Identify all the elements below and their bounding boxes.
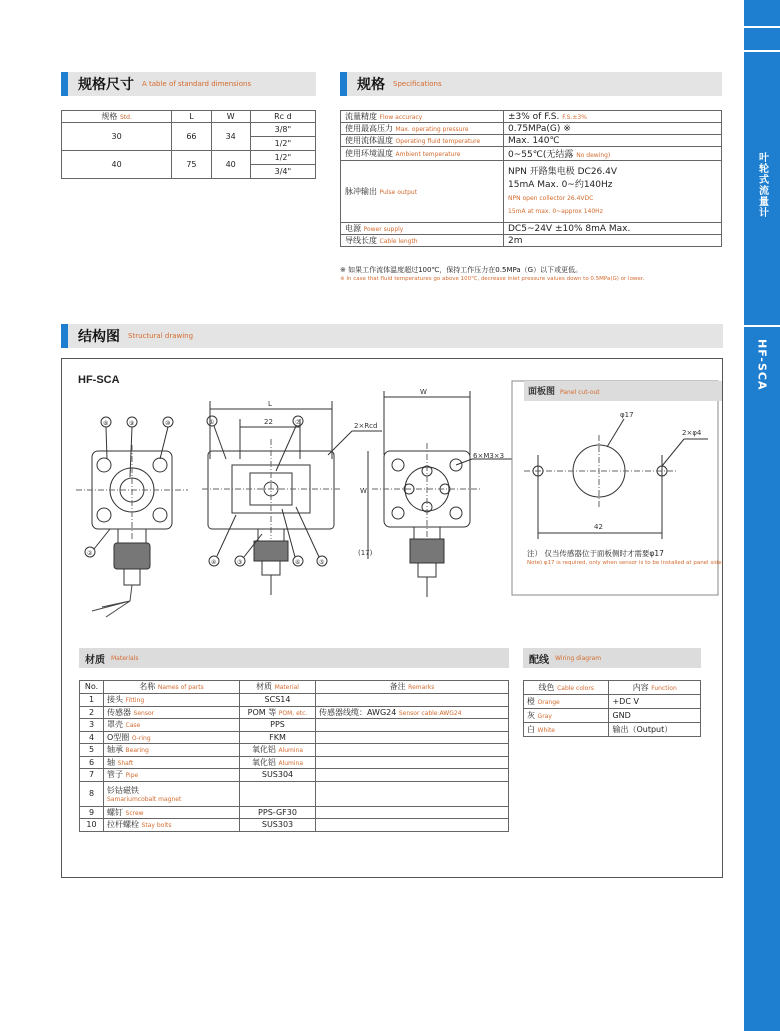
spec-note-en: ※ In case that fluid temperatures go above 100℃, decrease inlet pressure values down to 0.5MPa(G) or lower. [340,276,645,282]
table-row [80,719,509,732]
table-row [524,723,701,737]
sensor-nut [254,541,288,561]
struct-title-en: Structural drawing [128,332,194,340]
section-marker [340,72,347,96]
panel-title: 面板图 [528,387,556,397]
dims-title: 规格尺寸 [78,77,134,93]
table-row [62,123,316,137]
part-material: PPS [240,719,316,732]
callout-5: ⑤ [319,559,325,566]
table-row [341,235,722,247]
wire-function: +DC V [609,695,701,709]
part-remarks [316,694,509,707]
table-row [341,147,722,161]
dim-W: W [420,388,427,396]
table-row [80,706,509,719]
materials-title-en: Materials [111,654,139,662]
spec-title-en: Specifications [393,80,442,88]
table-row [341,123,722,135]
pulse-line: 15mA at max. 0~approx 140Hz [508,207,603,215]
table-row [524,695,701,709]
table-row [80,744,509,757]
part-remarks [316,731,509,744]
dims-section-header [61,72,316,96]
part-no: 10 [80,819,104,832]
callout-3: ③ [237,559,243,566]
table-row [80,806,509,819]
struct-title: 结构图 [78,329,120,345]
part-material: PPS-GF30 [240,806,316,819]
part-material: SCS14 [240,694,316,707]
w-value: 34 [211,123,250,151]
rc-value: 3/4" [250,165,315,179]
bolt-hole [153,458,167,472]
spec-label: 导线长度 Cable length [341,235,504,247]
pulse-line: NPN open collector 26.4VDC [508,194,594,202]
dim-2xRcd: 2×Rcd [354,422,378,430]
side-model-label: HF-SCA [755,339,769,391]
col-rc: Rc d [250,111,315,123]
spec-label: 流量精度 Flow accuracy [341,111,504,123]
part-name: 轴承 Bearing [104,744,240,757]
part-no: 5 [80,744,104,757]
wire-function: GND [609,709,701,723]
table-row [524,709,701,723]
part-remarks [316,719,509,732]
wire-color: 橙 Orange [524,695,609,709]
col-std: 规格 Std. [62,111,172,123]
part-no: 9 [80,806,104,819]
w-value: 40 [211,151,250,179]
part-name: 轴 Shaft [104,756,240,769]
table-row [62,151,316,165]
structural-drawing [62,359,722,677]
part-name: 罩壳 Case [104,719,240,732]
spec-note: ※ 如果工作流体温度超过100℃，保持工作压力在0.5MPa（G）以下或更低。 [340,266,583,274]
table-row [80,769,509,782]
part-name: 钐钴磁铁 Samariumcobalt magnet [104,781,240,806]
l-value: 75 [172,151,211,179]
callout-1: ① [209,419,215,426]
panel-holes: 2×φ4 [682,429,702,437]
part-no: 7 [80,769,104,782]
table-row [341,223,722,235]
table-row [80,731,509,744]
spec-value [504,161,722,223]
part-remarks [316,806,509,819]
side-category-label: 叶轮式流量计 [756,152,768,218]
callout-8: ⑧ [103,420,109,427]
part-remarks: 传感器线缆：AWG24 Sensor cable:AWG24 [316,706,509,719]
panel-dim42: 42 [594,523,603,531]
part-name: 管子 Pipe [104,769,240,782]
spec-table [340,110,722,247]
table-row [341,111,722,123]
part-remarks [316,781,509,806]
part-remarks [316,819,509,832]
callout-4: ④ [211,559,217,566]
std-value: 40 [62,151,172,179]
spec-label: 脉冲输出 Pulse output [341,161,504,223]
materials-table [79,680,509,694]
panel-title-en: Panel cut-out [560,389,600,396]
part-name: 螺钉 Screw [104,806,240,819]
callout-9: ⑨ [129,420,135,427]
rc-value: 3/8" [250,123,315,137]
table-header-row [524,681,701,695]
spec-value: 0.75MPa(G) ※ [504,123,722,135]
table-header-row [80,681,509,694]
dims-table [61,110,316,179]
wire-function: 输出（Output） [609,723,701,737]
table-row [80,756,509,769]
spec-section-header [340,72,722,96]
part-name: 传感器 Sensor [104,706,240,719]
part-name: O型圈 O-ring [104,731,240,744]
col-color: 线色 Cable colors [524,681,609,695]
struct-section-header [61,324,723,348]
part-no: 3 [80,719,104,732]
part-material [240,781,316,806]
materials-header [79,648,509,668]
dim-L: L [268,400,272,408]
dim-22: 22 [264,418,273,426]
table-row [80,819,509,832]
callout-10: ⑩ [165,420,171,427]
spec-value: DC5~24V ±10% 8mA Max. [504,223,722,235]
part-name: 拉杆螺栓 Stay bolts [104,819,240,832]
part-no: 1 [80,694,104,707]
spec-label: 电源 Power supply [341,223,504,235]
spec-value: ±3% of F.S. F.S.±3% [504,111,722,123]
panel-note: 注） 仅当传感器位于面板侧时才需要φ17 [527,549,664,558]
rc-value: 1/2" [250,137,315,151]
spec-title: 规格 [357,77,385,93]
part-no: 4 [80,731,104,744]
callout-7: ⑦ [295,419,301,426]
col-function: 内容 Function [609,681,701,695]
callout-2: ② [87,550,93,557]
materials-title: 材质 [85,654,105,666]
dim-17: (17) [358,549,373,557]
part-no: 8 [80,781,104,806]
bolt-hole [97,458,111,472]
pulse-line: NPN 开路集电极 DC26.4V [508,166,618,177]
part-no: 6 [80,756,104,769]
col-remarks: 备注 Remarks [316,681,509,694]
dim-W-vertical: W [360,487,367,495]
part-material: FKM [240,731,316,744]
part-material: 氧化铝 Alumina [240,756,316,769]
spec-label: 使用环境温度 Ambient temperature [341,147,504,161]
part-remarks [316,744,509,757]
callout-6: ⑥ [295,559,301,566]
sensor-body [262,561,280,575]
table-header-row [62,111,316,123]
spec-value: 2m [504,235,722,247]
side-divider [744,50,780,52]
panel-note-en: Note) φ17 is required, only when sensor is to be installed at panel side. [527,560,724,566]
l-value: 66 [172,123,211,151]
part-material: POM 等 POM, etc. [240,706,316,719]
part-remarks [316,769,509,782]
model-label: HF-SCA [78,374,120,386]
col-material: 材质 Material [240,681,316,694]
part-name: 接头 Fitting [104,694,240,707]
part-material: 氧化铝 Alumina [240,744,316,757]
part-no: 2 [80,706,104,719]
spec-value: 0~55℃(无结露 No dewing) [504,147,722,161]
spec-label: 使用最高压力 Max. operating pressure [341,123,504,135]
part-material: SUS303 [240,819,316,832]
spec-value: Max. 140℃ [504,135,722,147]
bolt-hole [153,508,167,522]
col-no: No. [80,681,104,694]
part-material: SUS304 [240,769,316,782]
spec-label: 使用流体温度 Operating fluid temperature [341,135,504,147]
col-name: 名称 Names of parts [104,681,240,694]
part-remarks [316,756,509,769]
sensor-body [124,569,140,585]
sensor-nut [114,543,150,569]
dims-title-en: A table of standard dimensions [142,80,252,88]
wiring-title: 配线 [529,654,549,666]
dim-6xM3: 6×M3×3 [473,452,505,460]
wire-color: 白 White [524,723,609,737]
section-marker [61,72,68,96]
panel-d17: φ17 [620,411,634,419]
std-value: 30 [62,123,172,151]
wiring-table [523,680,701,737]
section-marker [61,324,68,348]
table-row [80,694,509,707]
table-row [341,135,722,147]
materials-table-body [79,693,509,832]
pulse-line: 15mA Max. 0~约140Hz [508,179,613,190]
col-L: L [172,111,211,123]
table-row [80,781,509,806]
table-row [341,161,722,223]
rc-value: 1/2" [250,151,315,165]
wiring-header [523,648,701,668]
bolt-hole [97,508,111,522]
col-W: W [211,111,250,123]
wire-color: 灰 Gray [524,709,609,723]
wiring-title-en: Wiring diagram [555,654,602,662]
side-divider [744,26,780,28]
